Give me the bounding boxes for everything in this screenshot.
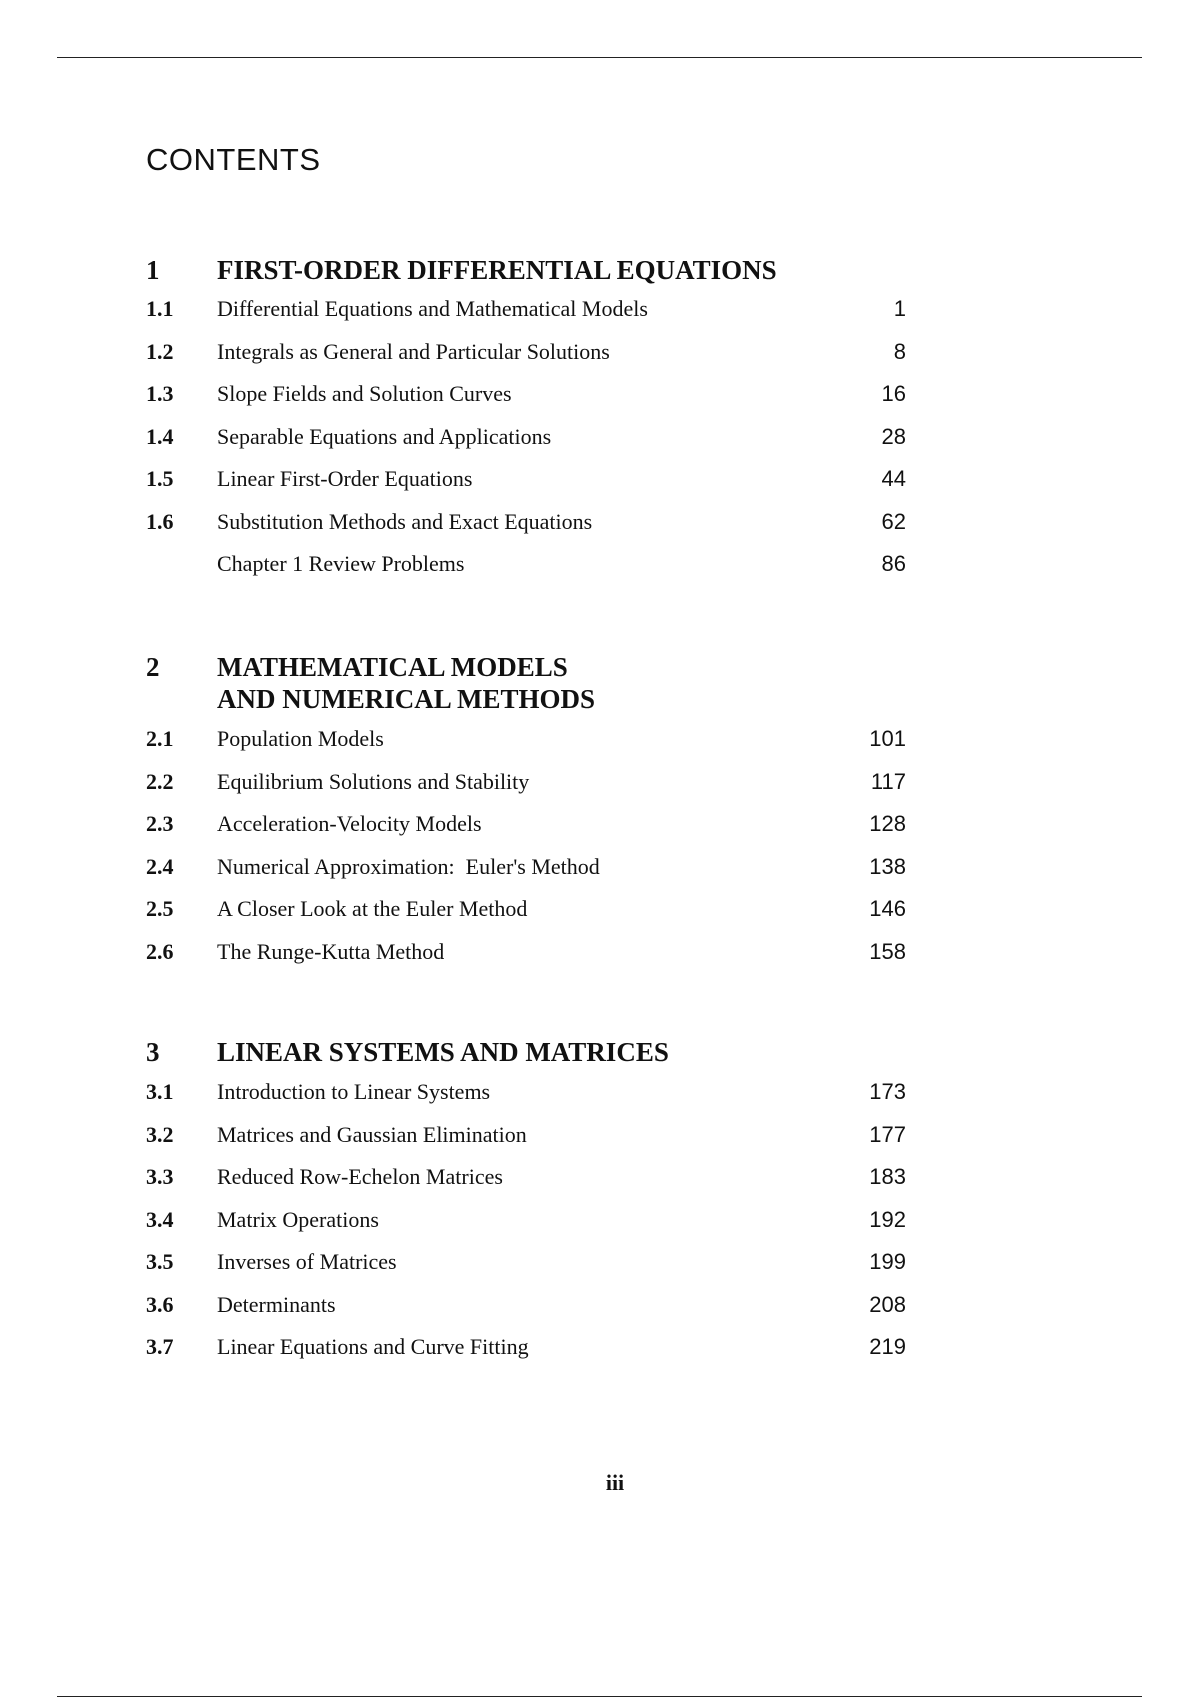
section-title: Acceleration-Velocity Models (217, 811, 482, 836)
toc-entry-1-1[interactable] (146, 296, 906, 339)
toc-entry-2-4[interactable] (146, 854, 906, 897)
page-number: 158 (869, 938, 906, 964)
page-number: 8 (893, 338, 906, 364)
section-title: Population Models (217, 726, 384, 751)
section-title: Chapter 1 Review Problems (217, 551, 465, 576)
chapter-title (217, 651, 595, 715)
section-list (146, 726, 906, 981)
section-number: 3.7 (146, 1334, 174, 1359)
toc-entry-3-7[interactable] (146, 1334, 906, 1377)
section-number: 3.2 (146, 1121, 174, 1147)
section-title: Slope Fields and Solution Curves (217, 381, 512, 406)
section-number: 2.1 (146, 726, 174, 751)
toc-entry-1-3[interactable] (146, 381, 906, 424)
page-number: 192 (869, 1206, 906, 1232)
section-number: 2.3 (146, 811, 174, 836)
section-number: 3.6 (146, 1291, 174, 1317)
section-number: 1.1 (146, 296, 174, 321)
toc-entry-1-6[interactable] (146, 509, 906, 552)
toc-entry-1-4[interactable] (146, 424, 906, 467)
chapter-number: 3 (146, 1037, 160, 1067)
section-title: Inverses of Matrices (217, 1249, 397, 1274)
section-title: Reduced Row-Echelon Matrices (217, 1164, 503, 1189)
chapter-1 (146, 254, 906, 594)
section-number: 1.5 (146, 466, 174, 491)
chapter-title-line: MATHEMATICAL MODELS (217, 652, 568, 682)
section-title: The Runge-Kutta Method (217, 938, 445, 964)
section-title: Numerical Approximation: Euler's Method (217, 853, 600, 879)
chapter-title (217, 254, 777, 286)
page-number: 128 (869, 811, 906, 836)
toc-entry-1-5[interactable] (146, 466, 906, 509)
toc-entry-3-2[interactable] (146, 1122, 906, 1165)
chapter-title-line: LINEAR SYSTEMS AND MATRICES (217, 1037, 669, 1067)
chapter-number: 1 (146, 255, 160, 285)
section-title: Determinants (217, 1291, 336, 1317)
section-title: Differential Equations and Mathematical Models (217, 296, 648, 321)
page-folio: iii (605, 1470, 625, 1495)
page-number: 146 (869, 896, 906, 921)
section-number: 1.2 (146, 338, 174, 364)
chapter-title-line: FIRST-ORDER DIFFERENTIAL EQUATIONS (217, 255, 777, 285)
page-number: 177 (869, 1121, 906, 1147)
page-number: 86 (881, 551, 906, 576)
section-number: 2.6 (146, 938, 174, 964)
chapter-title (217, 1036, 669, 1068)
section-number: 1.3 (146, 381, 174, 406)
section-title: Introduction to Linear Systems (217, 1079, 491, 1104)
section-title: A Closer Look at the Euler Method (217, 896, 528, 921)
section-number: 3.5 (146, 1249, 174, 1274)
section-title: Matrix Operations (217, 1206, 379, 1232)
chapter-heading (146, 651, 906, 715)
page-number: 16 (881, 381, 906, 406)
page-number: 138 (869, 853, 906, 879)
section-number: 1.4 (146, 423, 174, 449)
chapter-number: 2 (146, 652, 160, 682)
section-list (146, 1079, 906, 1377)
section-number: 3.1 (146, 1079, 174, 1104)
toc-entry-2-5[interactable] (146, 896, 906, 939)
section-list (146, 296, 906, 594)
page-number: 101 (869, 726, 906, 751)
toc-entry-2-3[interactable] (146, 811, 906, 854)
toc-entry-1-review[interactable] (146, 551, 906, 594)
toc-entry-1-2[interactable] (146, 339, 906, 382)
toc-entry-2-2[interactable] (146, 769, 906, 812)
section-title: Linear Equations and Curve Fitting (217, 1334, 529, 1359)
page-number: 219 (869, 1334, 906, 1359)
section-number: 3.3 (146, 1164, 174, 1189)
section-title: Linear First-Order Equations (217, 466, 473, 491)
page-title: CONTENTS (146, 142, 321, 177)
page-number: 208 (869, 1291, 906, 1317)
toc-entry-3-3[interactable] (146, 1164, 906, 1207)
page-number: 44 (881, 466, 906, 491)
toc-entry-3-6[interactable] (146, 1292, 906, 1335)
top-rule (57, 57, 1142, 58)
section-title: Integrals as General and Particular Solutions (217, 338, 610, 364)
page-number: 117 (870, 768, 906, 794)
section-title: Equilibrium Solutions and Stability (217, 768, 530, 794)
page-number: 183 (869, 1164, 906, 1189)
bottom-rule (57, 1696, 1142, 1697)
section-number: 1.6 (146, 508, 174, 534)
section-number: 2.5 (146, 896, 174, 921)
section-number: 2.2 (146, 768, 174, 794)
page-number: 62 (881, 508, 906, 534)
chapter-heading (146, 254, 906, 286)
chapter-heading (146, 1036, 906, 1068)
toc-entry-2-1[interactable] (146, 726, 906, 769)
section-title: Separable Equations and Applications (217, 423, 552, 449)
toc-entry-2-6[interactable] (146, 939, 906, 982)
toc-entry-3-1[interactable] (146, 1079, 906, 1122)
page-number: 1 (893, 296, 906, 321)
page-number: 173 (869, 1079, 906, 1104)
toc-entry-3-5[interactable] (146, 1249, 906, 1292)
section-number: 2.4 (146, 853, 174, 879)
chapter-title-line: AND NUMERICAL METHODS (217, 684, 596, 714)
section-number: 3.4 (146, 1206, 174, 1232)
toc-entry-3-4[interactable] (146, 1207, 906, 1250)
chapter-3 (146, 1036, 906, 1377)
section-title: Substitution Methods and Exact Equations (217, 508, 593, 534)
section-title: Matrices and Gaussian Elimination (217, 1121, 527, 1147)
page-number: 28 (881, 423, 906, 449)
page-number: 199 (869, 1249, 906, 1274)
chapter-2 (146, 651, 906, 981)
